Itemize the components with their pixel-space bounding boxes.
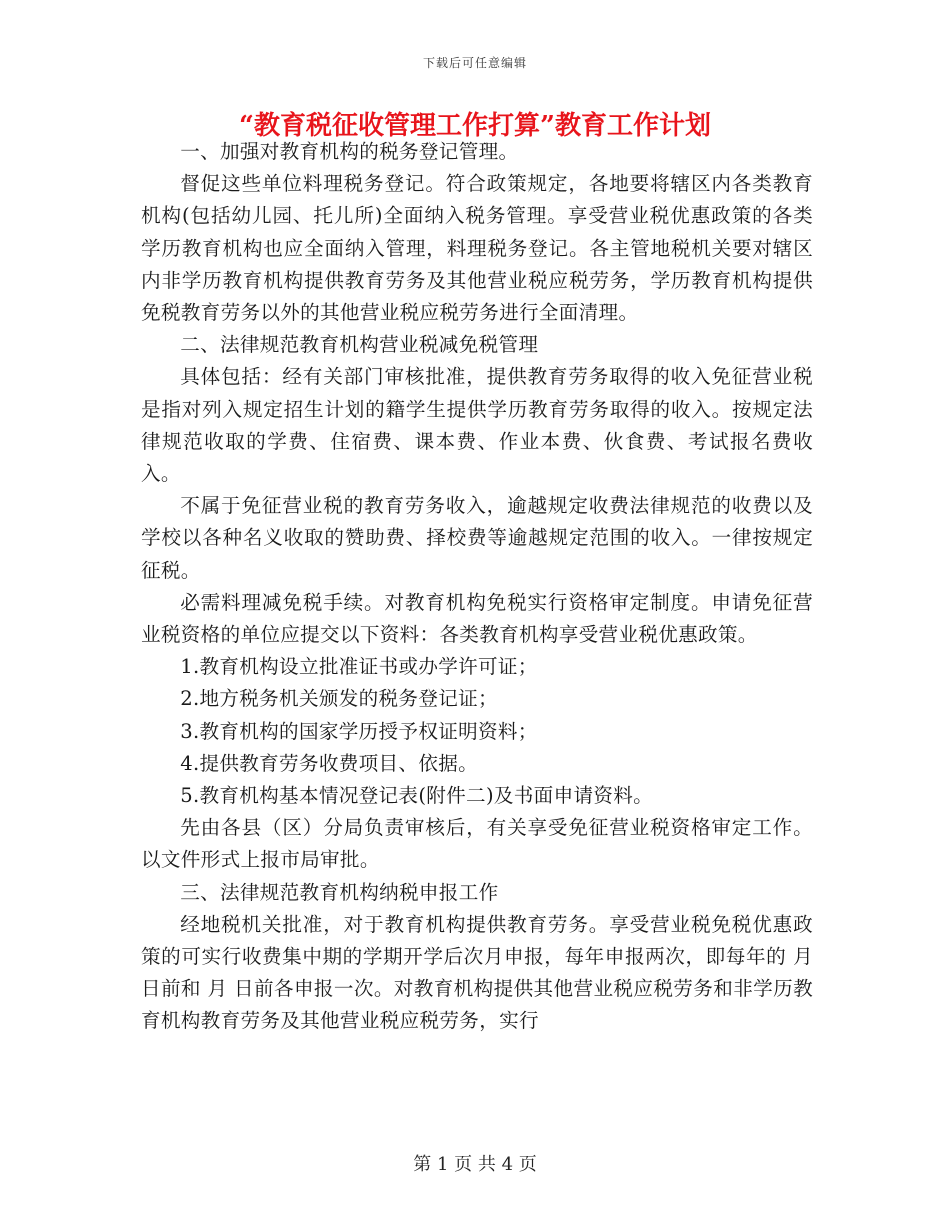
paragraph: 督促这些单位料理税务登记。符合政策规定，各地要将辖区内各类教育机构(包括幼儿园、托儿所)全面纳入税务管理。享受营业税优惠政策的各类学历教育机构也应全面纳入管理，料理税务登记。各主管地税机关要对辖区内非学历教育机构提供教育劳务及其他营业税应税劳务，学历教育机构提供免税教育劳务以外的其他营业税应税劳务进行全面清理。 bbox=[141, 172, 813, 325]
list-item: 4.提供教育劳务收费项目、依据。 bbox=[180, 751, 478, 775]
paragraph: 经地税机关批准，对于教育机构提供教育劳务。享受营业税免税优惠政策的可实行收费集中期的学期开学后次月申报，每年申报两次，即每年的 月 日前和 月 日前各申报一次。对教育机构提供其他营业税应税劳务和非学历教育机构教育劳务及其他营业税应税劳务，实行 bbox=[141, 912, 813, 1033]
list-item: 5.教育机构基本情况登记表(附件二)及书面申请资料。 bbox=[180, 784, 654, 808]
section-heading-1: 一、加强对教育机构的税务登记管理。 bbox=[180, 140, 519, 163]
page-footer: 第 1 页 共 4 页 bbox=[413, 1154, 537, 1175]
document-body bbox=[141, 136, 813, 1038]
paragraph: 具体包括：经有关部门审核批准，提供教育劳务取得的收入免征营业税是指对列入规定招生计划的籍学生提供学历教育劳务取得的收入。按规定法律规范收取的学费、住宿费、课本费、作业本费、伙食费、考试报名费收入。 bbox=[141, 365, 813, 486]
document-title: “教育税征收管理工作打算”教育工作计划 bbox=[239, 111, 711, 141]
section-heading-3: 三、法律规范教育机构纳税申报工作 bbox=[180, 880, 499, 904]
section-heading-2: 二、法律规范教育机构营业税减免税管理 bbox=[180, 333, 539, 357]
paragraph: 必需料理减免税手续。对教育机构免税实行资格审定制度。申请免征营业税资格的单位应提交以下资料：各类教育机构享受营业税优惠政策。 bbox=[141, 590, 813, 647]
list-item: 2.地方税务机关颁发的税务登记证； bbox=[180, 687, 498, 711]
list-item: 1.教育机构设立批准证书或办学许可证； bbox=[180, 655, 538, 679]
paragraph: 不属于免征营业税的教育劳务收入，逾越规定收费法律规范的收费以及学校以各种名义收取的赞助费、择校费等逾越规定范围的收入。一律按规定征税。 bbox=[141, 494, 813, 582]
list-item: 3.教育机构的国家学历授予权证明资料； bbox=[180, 719, 538, 743]
header-note: 下载后可任意编辑 bbox=[422, 56, 527, 70]
paragraph: 先由各县（区）分局负责审核后，有关享受免征营业税资格审定工作。以文件形式上报市局审批。 bbox=[141, 816, 813, 872]
